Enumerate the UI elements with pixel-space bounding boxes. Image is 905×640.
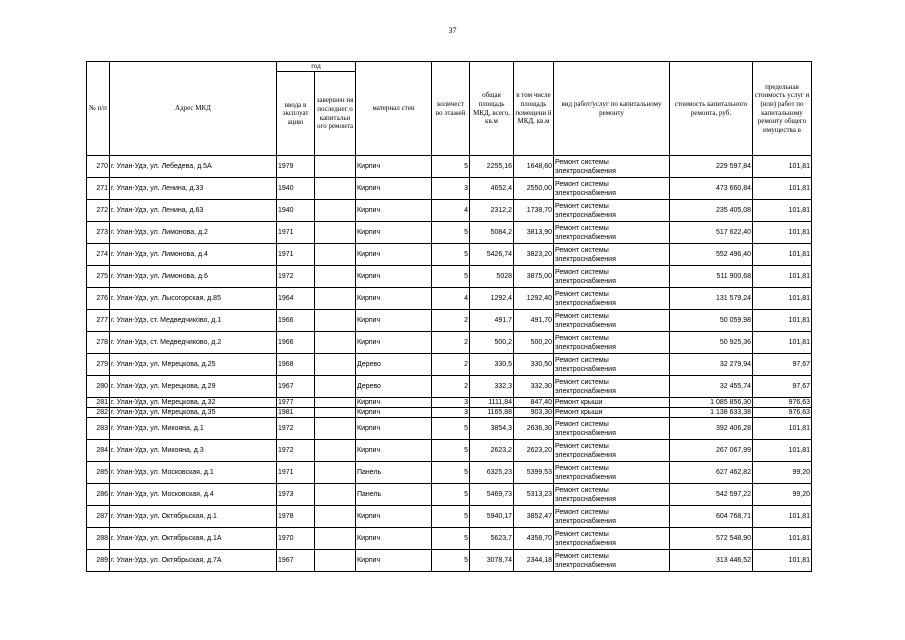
cell-work-type: Ремонт системы электроснабжения [554,376,670,398]
cell-work-type: Ремонт системы электроснабжения [554,506,670,528]
cell-floors: 5 [432,440,470,462]
cell-year-commission: 1940 [277,200,315,222]
cell-year-commission: 1977 [277,398,315,408]
table-row [87,408,812,418]
cell-premises-area: 330,50 [514,354,554,376]
cell-address: г. Улан-Удэ, ул. Микояна, д.1 [110,418,277,440]
cell-max-cost: 99,20 [753,462,812,484]
cell-total-area: 5940,17 [470,506,514,528]
cell-address: г. Улан-Удэ, ул. Московская, д.1 [110,462,277,484]
cell-total-area: 491,7 [470,310,514,332]
cell-cost: 627 462,82 [670,462,753,484]
cell-year-last-repair [315,354,356,376]
cell-year-commission: 1972 [277,418,315,440]
cell-year-last-repair [315,200,356,222]
cell-year-last-repair [315,398,356,408]
cell-cost: 235 405,08 [670,200,753,222]
cell-max-cost: 101,81 [753,550,812,572]
cell-wall-material: Панель [356,462,432,484]
header-address: Адрес МКД [110,62,277,156]
cell-year-commission: 1973 [277,484,315,506]
cell-address: г. Улан-Удэ, ул. Ленина, д.33 [110,178,277,200]
cell-num: 274 [87,244,110,266]
cell-total-area: 2255,16 [470,156,514,178]
cell-year-commission: 1978 [277,506,315,528]
cell-max-cost: 976,63 [753,408,812,418]
cell-work-type: Ремонт системы электроснабжения [554,418,670,440]
cell-year-commission: 1970 [277,528,315,550]
cell-premises-area: 5399,53 [514,462,554,484]
cell-address: г. Улан-Удэ, ул. Мерецкова, д.35 [110,408,277,418]
cell-num: 288 [87,528,110,550]
cell-num: 272 [87,200,110,222]
cell-max-cost: 99,20 [753,484,812,506]
cell-total-area: 1292,4 [470,288,514,310]
cell-wall-material: Кирпич [356,200,432,222]
cell-floors: 5 [432,484,470,506]
cell-total-area: 5028 [470,266,514,288]
cell-premises-area: 500,20 [514,332,554,354]
cell-work-type: Ремонт системы электроснабжения [554,178,670,200]
cell-wall-material: Дерево [356,354,432,376]
header-max-cost: предельная стоимость услуг и (или) работ по капитальному ремонту общего имущества в [753,62,812,156]
cell-wall-material: Кирпич [356,408,432,418]
cell-work-type: Ремонт системы электроснабжения [554,462,670,484]
cell-num: 289 [87,550,110,572]
cell-max-cost: 101,81 [753,156,812,178]
cell-floors: 5 [432,506,470,528]
cell-total-area: 3854,3 [470,418,514,440]
cell-year-commission: 1967 [277,550,315,572]
cell-year-commission: 1971 [277,244,315,266]
cell-num: 287 [87,506,110,528]
cell-address: г. Улан-Удэ, ул. Микояна, д.3 [110,440,277,462]
cell-work-type: Ремонт крыши [554,408,670,418]
header-year-last-repair: завершен ия последнег о капитальн ого ремонта [315,72,356,156]
cell-work-type: Ремонт системы электроснабжения [554,440,670,462]
cell-address: г. Улан-Удэ, ст. Медведчиково, д.2 [110,332,277,354]
cell-total-area: 4652,4 [470,178,514,200]
header-cost: стоимость капитального ремонта, руб. [670,62,753,156]
cell-premises-area: 3852,47 [514,506,554,528]
cell-wall-material: Кирпич [356,332,432,354]
cell-premises-area: 1738,70 [514,200,554,222]
cell-num: 281 [87,398,110,408]
cell-cost: 517 622,40 [670,222,753,244]
cell-work-type: Ремонт системы электроснабжения [554,266,670,288]
cell-wall-material: Кирпич [356,310,432,332]
cell-premises-area: 332,30 [514,376,554,398]
cell-floors: 5 [432,528,470,550]
table-row [87,550,812,572]
cell-year-commission: 1966 [277,310,315,332]
cell-year-last-repair [315,550,356,572]
cell-address: г. Улан-Удэ, ул. Лебедева, д.5А [110,156,277,178]
cell-year-commission: 1971 [277,462,315,484]
cell-address: г. Улан-Удэ, ул. Октябрьская, д.1А [110,528,277,550]
header-wall-material: материал стен [356,62,432,156]
cell-year-commission: 1967 [277,376,315,398]
cell-address: г. Улан-Удэ, ул. Лимонова, д.6 [110,266,277,288]
cell-premises-area: 1292,40 [514,288,554,310]
cell-address: г. Улан-Удэ, ул. Лимонова, д.4 [110,244,277,266]
cell-max-cost: 97,67 [753,354,812,376]
cell-year-commission: 1972 [277,266,315,288]
header-num: № п/п [87,62,110,156]
cell-premises-area: 491,70 [514,310,554,332]
table-row [87,462,812,484]
table-row [87,310,812,332]
cell-max-cost: 97,67 [753,376,812,398]
cell-year-last-repair [315,288,356,310]
cell-year-last-repair [315,156,356,178]
table-row [87,178,812,200]
cell-year-last-repair [315,222,356,244]
cell-cost: 572 548,90 [670,528,753,550]
cell-floors: 5 [432,266,470,288]
cell-max-cost: 101,81 [753,310,812,332]
cell-premises-area: 903,30 [514,408,554,418]
cell-cost: 392 406,28 [670,418,753,440]
cell-floors: 2 [432,354,470,376]
cell-work-type: Ремонт системы электроснабжения [554,244,670,266]
cell-year-last-repair [315,528,356,550]
cell-num: 276 [87,288,110,310]
cell-num: 278 [87,332,110,354]
cell-address: г. Улан-Удэ, ул. Октябрьская, д.7А [110,550,277,572]
cell-year-last-repair [315,418,356,440]
cell-floors: 3 [432,398,470,408]
cell-address: г. Улан-Удэ, ул. Лысогорская, д.85 [110,288,277,310]
cell-total-area: 6325,23 [470,462,514,484]
cell-wall-material: Кирпич [356,528,432,550]
cell-max-cost: 101,81 [753,528,812,550]
cell-total-area: 2623,2 [470,440,514,462]
table-row [87,440,812,462]
table-row [87,484,812,506]
header-premises-area: в том числе площадь помещени й МКД, кв.м [514,62,554,156]
cell-num: 286 [87,484,110,506]
cell-max-cost: 101,81 [753,506,812,528]
cell-wall-material: Кирпич [356,178,432,200]
cell-wall-material: Кирпич [356,222,432,244]
cell-year-last-repair [315,310,356,332]
table-row [87,506,812,528]
cell-year-commission: 1981 [277,408,315,418]
table-row [87,200,812,222]
cell-year-commission: 1971 [277,222,315,244]
cell-cost: 1 085 856,30 [670,398,753,408]
cell-num: 283 [87,418,110,440]
cell-floors: 5 [432,418,470,440]
cell-total-area: 1111,84 [470,398,514,408]
header-year-commission: ввода в эксплуат ацию [277,72,315,156]
table-row [87,376,812,398]
cell-wall-material: Кирпич [356,398,432,408]
cell-year-commission: 1972 [277,440,315,462]
cell-premises-area: 847,40 [514,398,554,408]
cell-year-last-repair [315,332,356,354]
header-total-area: общая площадь МКД, всего, кв.м [470,62,514,156]
cell-wall-material: Дерево [356,376,432,398]
cell-wall-material: Кирпич [356,156,432,178]
cell-num: 285 [87,462,110,484]
cell-cost: 542 597,22 [670,484,753,506]
cell-num: 280 [87,376,110,398]
cell-year-last-repair [315,244,356,266]
cell-year-commission: 1968 [277,354,315,376]
cell-floors: 5 [432,222,470,244]
cell-max-cost: 101,81 [753,178,812,200]
cell-premises-area: 4358,70 [514,528,554,550]
cell-address: г. Улан-Удэ, ул. Мерецкова, д.29 [110,376,277,398]
header-year-group: год [277,62,356,72]
cell-wall-material: Кирпич [356,550,432,572]
cell-total-area: 2312,2 [470,200,514,222]
cell-address: г. Улан-Удэ, ул. Мерецкова, д.32 [110,398,277,408]
page-number: 37 [448,26,457,35]
cell-year-last-repair [315,266,356,288]
cell-premises-area: 3813,90 [514,222,554,244]
cell-max-cost: 101,81 [753,288,812,310]
cell-work-type: Ремонт системы электроснабжения [554,200,670,222]
cell-floors: 5 [432,244,470,266]
cell-address: г. Улан-Удэ, ул. Лимонова, д.2 [110,222,277,244]
cell-year-last-repair [315,506,356,528]
header-floors: количест во этажей [432,62,470,156]
cell-num: 275 [87,266,110,288]
cell-year-last-repair [315,408,356,418]
cell-floors: 4 [432,288,470,310]
cell-floors: 5 [432,156,470,178]
cell-max-cost: 101,81 [753,244,812,266]
cell-floors: 2 [432,376,470,398]
cell-premises-area: 2550,00 [514,178,554,200]
cell-work-type: Ремонт крыши [554,398,670,408]
table-body [87,156,812,572]
cell-num: 271 [87,178,110,200]
cell-total-area: 5623,7 [470,528,514,550]
cell-year-last-repair [315,178,356,200]
cell-max-cost: 101,81 [753,418,812,440]
cell-year-commission: 1966 [277,332,315,354]
cell-total-area: 330,5 [470,354,514,376]
cell-total-area: 500,2 [470,332,514,354]
cell-work-type: Ремонт системы электроснабжения [554,354,670,376]
header-work-type: вид работ/услуг по капитальному ремонту [554,62,670,156]
cell-cost: 604 768,71 [670,506,753,528]
cell-work-type: Ремонт системы электроснабжения [554,156,670,178]
cell-floors: 3 [432,178,470,200]
cell-wall-material: Кирпич [356,288,432,310]
table-row [87,156,812,178]
cell-wall-material: Кирпич [356,440,432,462]
cell-wall-material: Кирпич [356,418,432,440]
cell-work-type: Ремонт системы электроснабжения [554,528,670,550]
cell-address: г. Улан-Удэ, ул. Октябрьская, д.1 [110,506,277,528]
cell-year-last-repair [315,376,356,398]
cell-cost: 267 067,99 [670,440,753,462]
cell-floors: 5 [432,462,470,484]
cell-num: 282 [87,408,110,418]
cell-floors: 5 [432,550,470,572]
cell-max-cost: 101,81 [753,200,812,222]
cell-premises-area: 3823,20 [514,244,554,266]
cell-address: г. Улан-Удэ, ул. Ленина, д.63 [110,200,277,222]
cell-cost: 313 446,52 [670,550,753,572]
cell-year-last-repair [315,462,356,484]
cell-max-cost: 101,81 [753,332,812,354]
cell-total-area: 3078,74 [470,550,514,572]
cell-num: 273 [87,222,110,244]
cell-work-type: Ремонт системы электроснабжения [554,310,670,332]
cell-num: 270 [87,156,110,178]
cell-work-type: Ремонт системы электроснабжения [554,288,670,310]
cell-year-commission: 1979 [277,156,315,178]
cell-work-type: Ремонт системы электроснабжения [554,332,670,354]
cell-floors: 2 [432,310,470,332]
table-row [87,244,812,266]
cell-total-area: 5426,74 [470,244,514,266]
table-row [87,266,812,288]
cell-year-commission: 1940 [277,178,315,200]
cell-address: г. Улан-Удэ, ул. Московская, д.4 [110,484,277,506]
cell-year-commission: 1964 [277,288,315,310]
cell-total-area: 1165,88 [470,408,514,418]
cell-max-cost: 101,81 [753,440,812,462]
cell-floors: 2 [432,332,470,354]
cell-cost: 473 660,84 [670,178,753,200]
cell-premises-area: 3875,00 [514,266,554,288]
table-row [87,332,812,354]
cell-cost: 511 900,68 [670,266,753,288]
cell-max-cost: 101,81 [753,222,812,244]
cell-cost: 50 059,98 [670,310,753,332]
cell-wall-material: Панель [356,484,432,506]
cell-total-area: 332,3 [470,376,514,398]
cell-wall-material: Кирпич [356,506,432,528]
cell-premises-area: 2344,18 [514,550,554,572]
cell-cost: 229 597,84 [670,156,753,178]
cell-cost: 32 455,74 [670,376,753,398]
table-row [87,398,812,408]
cell-work-type: Ремонт системы электроснабжения [554,484,670,506]
table-row [87,528,812,550]
cell-num: 284 [87,440,110,462]
table-row [87,418,812,440]
cell-year-last-repair [315,440,356,462]
cell-cost: 50 925,36 [670,332,753,354]
cell-premises-area: 5313,23 [514,484,554,506]
cell-year-last-repair [315,484,356,506]
cell-max-cost: 101,81 [753,266,812,288]
cell-cost: 131 579,24 [670,288,753,310]
cell-floors: 3 [432,408,470,418]
cell-address: г. Улан-Удэ, ул. Мерецкова, д.25 [110,354,277,376]
cell-total-area: 5084,2 [470,222,514,244]
cell-cost: 1 138 633,38 [670,408,753,418]
table-row [87,354,812,376]
cell-premises-area: 2636,30 [514,418,554,440]
table-row [87,288,812,310]
cell-wall-material: Кирпич [356,244,432,266]
cell-cost: 552 496,40 [670,244,753,266]
housing-repair-table [86,61,812,572]
cell-work-type: Ремонт системы электроснабжения [554,222,670,244]
cell-floors: 4 [432,200,470,222]
cell-num: 277 [87,310,110,332]
cell-cost: 32 279,94 [670,354,753,376]
cell-premises-area: 1648,60 [514,156,554,178]
table-row [87,222,812,244]
cell-premises-area: 2623,20 [514,440,554,462]
cell-work-type: Ремонт системы электроснабжения [554,550,670,572]
cell-total-area: 5469,73 [470,484,514,506]
cell-max-cost: 976,63 [753,398,812,408]
cell-wall-material: Кирпич [356,266,432,288]
cell-address: г. Улан-Удэ, ст. Медведчиково, д.1 [110,310,277,332]
cell-num: 279 [87,354,110,376]
